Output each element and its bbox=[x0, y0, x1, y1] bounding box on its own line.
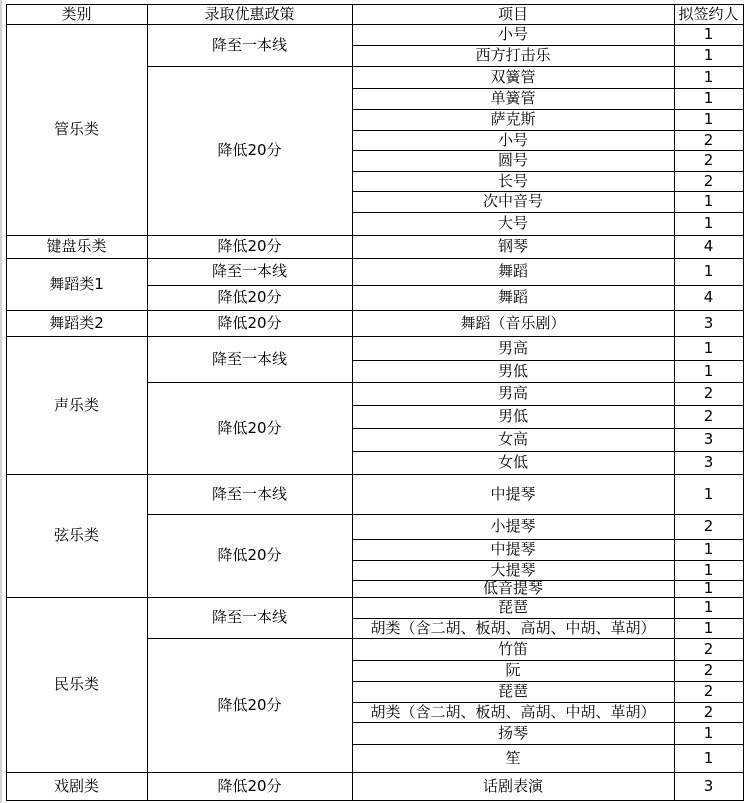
item-cell: 女低 bbox=[497, 453, 528, 471]
column-border bbox=[743, 4, 744, 801]
count-cell: 2 bbox=[703, 407, 714, 425]
item-cell: 男低 bbox=[497, 407, 528, 425]
item-cell: 舞蹈 bbox=[497, 288, 528, 306]
item-cell: 单簧管 bbox=[490, 89, 536, 107]
count-cell: 1 bbox=[703, 192, 714, 210]
category-cell: 民乐类 bbox=[53, 675, 99, 693]
column-border bbox=[674, 4, 675, 801]
count-cell: 1 bbox=[703, 89, 714, 107]
count-cell: 1 bbox=[703, 110, 714, 128]
count-cell: 2 bbox=[703, 639, 714, 658]
count-cell: 1 bbox=[703, 618, 714, 637]
header-cell: 录取优惠政策 bbox=[204, 4, 295, 23]
item-cell: 西方打击乐 bbox=[475, 46, 551, 64]
item-cell: 男高 bbox=[497, 338, 528, 357]
count-cell: 2 bbox=[703, 517, 714, 535]
count-cell: 1 bbox=[703, 46, 714, 64]
item-cell: 扬琴 bbox=[497, 723, 528, 742]
count-cell: 2 bbox=[703, 702, 714, 721]
item-cell: 小号 bbox=[497, 130, 528, 149]
count-cell: 1 bbox=[703, 540, 714, 558]
count-cell: 1 bbox=[703, 748, 714, 767]
policy-cell: 降低20分 bbox=[217, 237, 282, 255]
item-cell: 男低 bbox=[497, 361, 528, 380]
item-cell: 次中音号 bbox=[482, 192, 543, 210]
count-cell: 1 bbox=[703, 484, 714, 503]
row-border bbox=[147, 800, 353, 801]
policy-cell: 降低20分 bbox=[217, 288, 282, 306]
header-cell: 项目 bbox=[497, 4, 528, 23]
count-cell: 1 bbox=[703, 338, 714, 357]
column-border bbox=[147, 4, 148, 801]
item-cell: 琵琶 bbox=[497, 598, 528, 616]
item-cell: 舞蹈（音乐剧） bbox=[460, 313, 566, 332]
policy-cell: 降低20分 bbox=[217, 418, 282, 437]
count-cell: 1 bbox=[703, 25, 714, 43]
column-border bbox=[6, 4, 7, 801]
policy-cell: 降低20分 bbox=[217, 695, 282, 714]
item-cell: 胡类（含二胡、板胡、高胡、中胡、革胡） bbox=[370, 702, 656, 721]
count-cell: 4 bbox=[703, 288, 714, 306]
sheet-gridline bbox=[0, 0, 2, 803]
count-cell: 2 bbox=[703, 151, 714, 169]
row-border bbox=[6, 800, 148, 801]
item-cell: 大提琴 bbox=[490, 560, 536, 579]
policy-cell: 降低20分 bbox=[217, 313, 282, 332]
policy-cell: 降低20分 bbox=[217, 546, 282, 564]
count-cell: 3 bbox=[703, 453, 714, 471]
category-cell: 声乐类 bbox=[53, 395, 99, 414]
policy-cell: 降低20分 bbox=[217, 776, 282, 795]
header-cell: 类别 bbox=[61, 4, 92, 23]
count-cell: 3 bbox=[703, 776, 714, 795]
item-cell: 琵琶 bbox=[497, 682, 528, 700]
item-cell: 大号 bbox=[497, 214, 528, 232]
count-cell: 1 bbox=[703, 361, 714, 380]
item-cell: 低音提琴 bbox=[482, 580, 543, 597]
item-cell: 中提琴 bbox=[490, 484, 536, 503]
item-cell: 小提琴 bbox=[490, 517, 536, 535]
item-cell: 男高 bbox=[497, 384, 528, 402]
count-cell: 2 bbox=[703, 661, 714, 679]
count-cell: 1 bbox=[703, 560, 714, 579]
category-cell: 弦乐类 bbox=[53, 526, 99, 544]
column-border bbox=[352, 4, 353, 801]
policy-cell: 降至一本线 bbox=[211, 35, 287, 54]
count-cell: 1 bbox=[703, 580, 714, 597]
item-cell: 萨克斯 bbox=[490, 110, 536, 128]
item-cell: 双簧管 bbox=[490, 67, 536, 86]
count-cell: 1 bbox=[703, 67, 714, 86]
category-cell: 管乐类 bbox=[53, 120, 99, 138]
policy-cell: 降至一本线 bbox=[211, 349, 287, 368]
policy-cell: 降低20分 bbox=[217, 141, 282, 159]
item-cell: 长号 bbox=[497, 171, 528, 190]
count-cell: 1 bbox=[703, 262, 714, 280]
item-cell: 圆号 bbox=[497, 151, 528, 169]
header-cell: 拟签约人 bbox=[678, 4, 739, 23]
category-cell: 键盘乐类 bbox=[46, 237, 107, 255]
category-cell: 舞蹈类2 bbox=[49, 313, 104, 332]
item-cell: 笙 bbox=[505, 748, 521, 767]
count-cell: 1 bbox=[703, 723, 714, 742]
count-cell: 3 bbox=[703, 430, 714, 448]
item-cell: 胡类（含二胡、板胡、高胡、中胡、革胡） bbox=[370, 618, 656, 637]
item-cell: 钢琴 bbox=[497, 237, 528, 255]
item-cell: 话剧表演 bbox=[482, 776, 543, 795]
row-border bbox=[6, 4, 744, 5]
item-cell: 阮 bbox=[505, 661, 521, 679]
item-cell: 舞蹈 bbox=[497, 262, 528, 280]
item-cell: 中提琴 bbox=[490, 540, 536, 558]
item-cell: 小号 bbox=[497, 25, 528, 43]
policy-cell: 降至一本线 bbox=[211, 608, 287, 626]
row-border bbox=[352, 800, 744, 801]
item-cell: 女高 bbox=[497, 430, 528, 448]
count-cell: 1 bbox=[703, 214, 714, 232]
count-cell: 4 bbox=[703, 237, 714, 255]
count-cell: 2 bbox=[703, 171, 714, 190]
category-cell: 舞蹈类1 bbox=[49, 274, 104, 293]
count-cell: 1 bbox=[703, 598, 714, 616]
item-cell: 竹笛 bbox=[497, 639, 528, 658]
count-cell: 2 bbox=[703, 682, 714, 700]
policy-cell: 降至一本线 bbox=[211, 484, 287, 503]
policy-cell: 降至一本线 bbox=[211, 262, 287, 280]
category-cell: 戏剧类 bbox=[53, 776, 99, 795]
count-cell: 2 bbox=[703, 384, 714, 402]
count-cell: 3 bbox=[703, 313, 714, 332]
count-cell: 2 bbox=[703, 130, 714, 149]
